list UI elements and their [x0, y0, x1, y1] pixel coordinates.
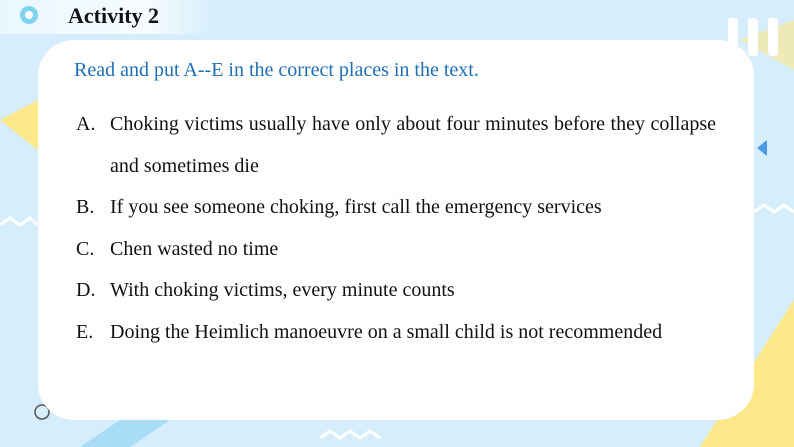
option-e: [76, 312, 716, 354]
option-c: [76, 229, 716, 271]
zigzag-left: [0, 218, 38, 225]
blue-stripes-bottom: [80, 420, 170, 447]
option-text: If you see someone choking, first call the emergency services: [110, 196, 602, 218]
option-text: Chen wasted no time: [110, 237, 279, 260]
page-title: Activity 2: [68, 3, 160, 28]
option-d: [76, 270, 716, 312]
yellow-triangle-left: [0, 100, 38, 150]
option-letter: E.: [76, 320, 94, 343]
option-b: [76, 187, 716, 229]
white-bar-2: [748, 18, 758, 56]
option-text: With choking victims, every minute counts: [110, 279, 455, 301]
option-letter: A.: [76, 113, 96, 135]
ring-bullet-icon: [20, 6, 38, 24]
option-letter: D.: [76, 279, 96, 301]
option-letter: B.: [76, 196, 95, 218]
option-text: Choking victims usually have only about four minutes before they collapse and sometimes die: [110, 113, 716, 177]
zigzag-bottom: [320, 431, 380, 438]
blue-triangle-right: [757, 140, 767, 156]
white-bar-3: [768, 18, 778, 56]
zigzag-right: [754, 205, 794, 212]
options-list: [76, 104, 716, 353]
header-banner: [0, 0, 212, 34]
option-letter: C.: [76, 237, 95, 260]
option-a: [76, 104, 716, 187]
instruction-text: Read and put A--E in the correct places in the text.: [74, 59, 479, 81]
option-text: Doing the Heimlich manoeuvre on a small child is not recommended: [110, 320, 663, 343]
